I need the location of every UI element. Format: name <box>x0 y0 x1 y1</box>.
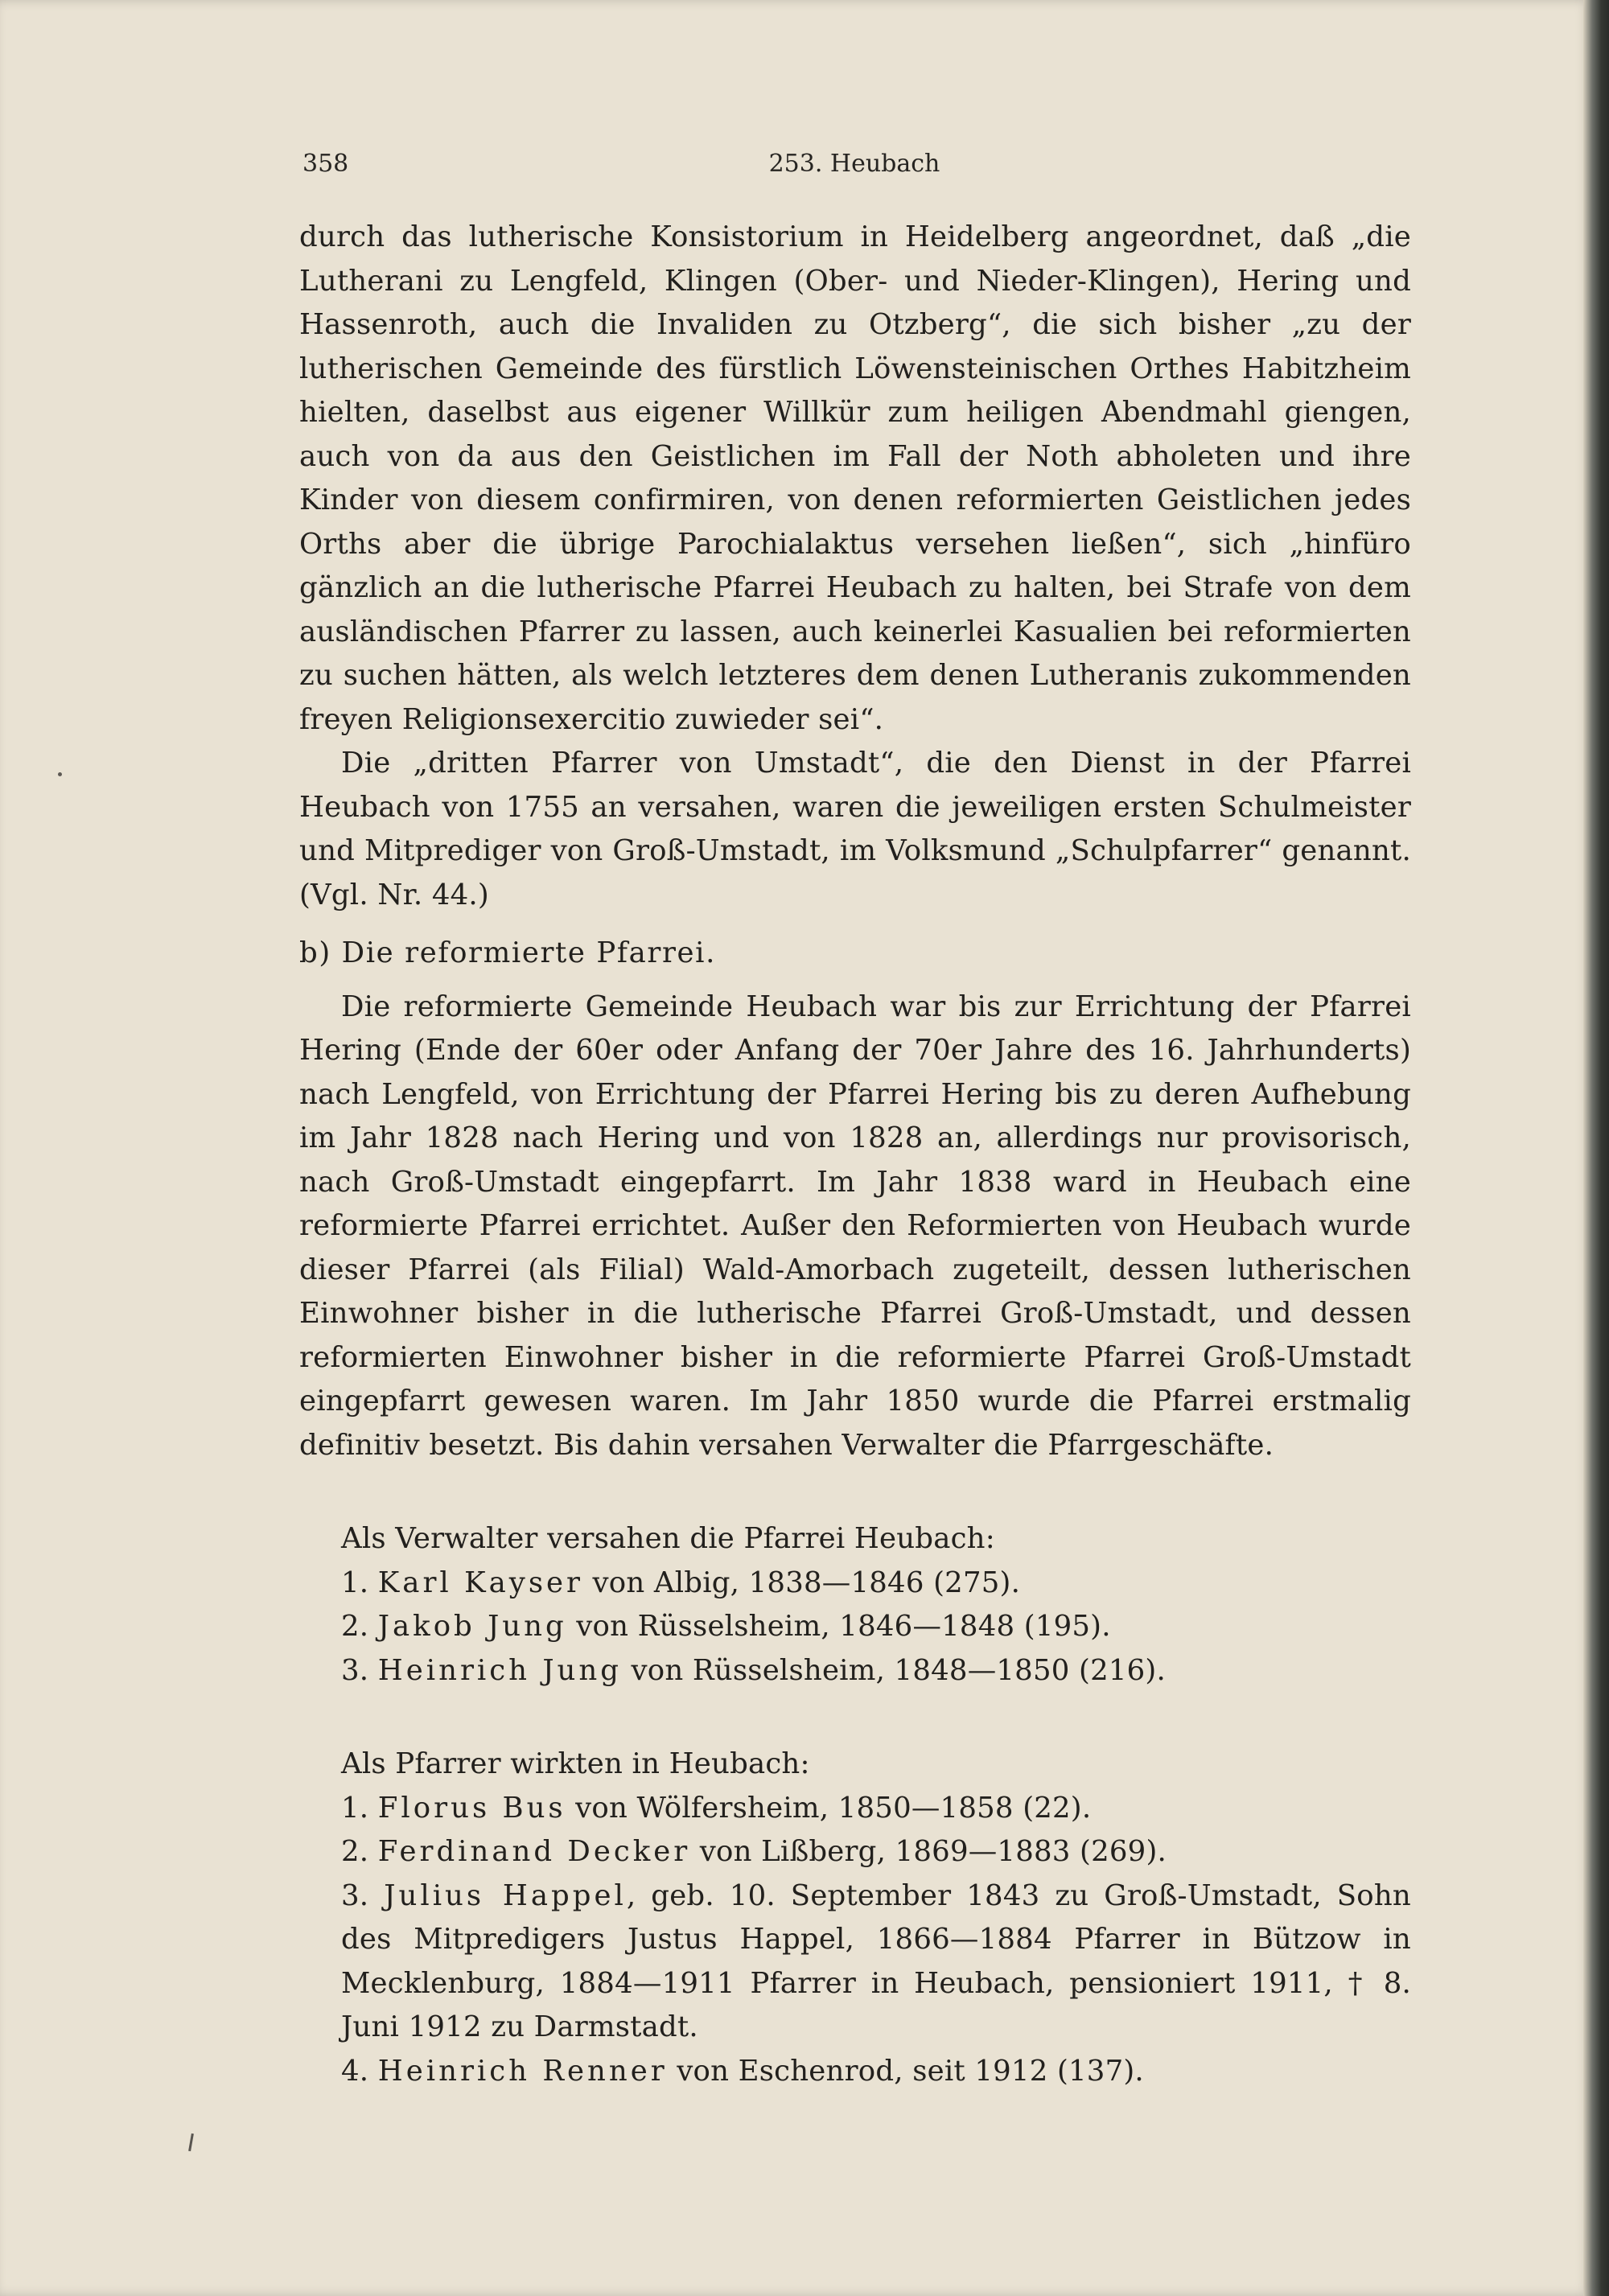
person-details: von Albig, 1838—1846 (275). <box>583 1566 1021 1599</box>
scan-border <box>1583 0 1609 2296</box>
person-details: , geb. 10. September 1843 zu Groß-Umstadt, Sohn des Mitpredigers Justus Happel, 1866—1884 Pfarrer in Bützow in Mecklenburg, 1884—1911 Pfarrer in Heubach, pensioniert 1911, † 8. Juni 1912 zu Darmstadt. <box>341 1878 1411 2043</box>
page-number: 358 <box>302 150 349 178</box>
section-title: b) Die reformierte Pfarrei. <box>299 936 716 969</box>
pastor-item-3 <box>299 1874 1411 2050</box>
person-name: Heinrich Renner <box>377 2054 668 2088</box>
paragraph-2: Die „dritten Pfarrer von Umstadt“, die den Dienst in der Pfarrei Heubach von 1755 an versahen, waren die jeweiligen ersten Schulmeister und Mitprediger von Groß-Umstadt, im Volksmund „Schulpfarrer“ genannt. (Vgl. Nr. 44.) <box>299 747 1411 911</box>
list-number: 1. <box>341 1566 369 1599</box>
administrators-heading: Als Verwalter versahen die Pfarrei Heubach: <box>341 1522 995 1555</box>
list-number: 4. <box>341 2054 369 2088</box>
list-number: 3. <box>341 1878 369 1912</box>
paragraph-1: durch das lutherische Konsistorium in Heidelberg angeordnet, daß „die Lutherani zu Lengfeld, Klingen (Ober- und Nieder-Klingen), Hering und Hassenroth, auch die Invaliden zu Otzberg“, die sich bisher „zu der lutherischen Gemeinde des fürstlich Löwensteinischen Orthes Habitzheim hielten, daselbst aus eigener Willkür zum heiligen Abendmahl giengen, auch von da aus den Geistlichen im Fall der Noth abholeten und ihre Kinder von diesem confirmiren, von denen reformierten Geistlichen jedes Orths aber die übrige Parochialaktus versehen ließen“, sich „hinfüro gänzlich an die lutherische Pfarrei Heubach zu halten, bei Strafe von dem ausländischen Pfarrer zu lassen, auch keinerlei Kasualien bei reformierten zu suchen hätten, als welch letzteres dem denen Lutheranis zukommenden freyen Religionsexercitio zuwieder sei“. <box>299 220 1411 736</box>
running-head: 253. Heubach <box>768 150 940 178</box>
person-details: von Rüsselsheim, 1848—1850 (216). <box>622 1653 1166 1687</box>
administrator-item-2 <box>299 1605 1411 1649</box>
person-name: Julius Happel <box>384 1878 627 1912</box>
person-name: Jakob Jung <box>377 1610 567 1643</box>
person-name: Florus Bus <box>377 1791 566 1825</box>
page-header <box>302 143 1406 191</box>
pastors-heading: Als Pfarrer wirkten in Heubach: <box>341 1747 810 1780</box>
list-number: 2. <box>341 1610 369 1643</box>
person-details: von Eschenrod, seit 1912 (137). <box>667 2054 1144 2088</box>
person-name: Ferdinand Decker <box>377 1835 691 1868</box>
section-paragraph: Die reformierte Gemeinde Heubach war bis zur Errichtung der Pfarrei Hering (Ende der 60er oder Anfang der 70er Jahre des 16. Jahrhunderts) nach Lengfeld, von Errichtung der Pfarrei Hering bis zu deren Aufhebung im Jahr 1828 nach Hering und von 1828 an, allerdings nur provisorisch, nach Groß-Umstadt eingepfarrt. Im Jahr 1838 ward in Heubach eine reformierte Pfarrei errichtet. Außer den Reformierten von Heubach wurde dieser Pfarrei (als Filial) Wald-Amorbach zugeteilt, dessen lutherischen Einwohner bisher in die lutherische Pfarrei Groß-Umstadt, und dessen reformierten Einwohner bisher in die reformierte Pfarrei Groß-Umstadt eingepfarrt gewesen waren. Im Jahr 1850 wurde die Pfarrei erstmalig definitiv besetzt. Bis dahin versahen Verwalter die Pfarrgeschäfte. <box>299 990 1411 1462</box>
person-name: Karl Kayser <box>377 1566 584 1599</box>
pastor-item-2 <box>299 1830 1411 1874</box>
scan-mark <box>188 2133 194 2151</box>
person-details: von Lißberg, 1869—1883 (269). <box>690 1835 1167 1868</box>
pastor-item-1 <box>299 1787 1411 1831</box>
scan-speck <box>58 772 62 776</box>
body-text <box>299 216 1411 2093</box>
person-name: Heinrich Jung <box>377 1653 623 1687</box>
list-number: 1. <box>341 1791 369 1825</box>
pastor-item-4 <box>299 2050 1411 2094</box>
person-details: von Rüsselsheim, 1846—1848 (195). <box>566 1610 1111 1643</box>
list-number: 2. <box>341 1835 369 1868</box>
person-details: von Wölfersheim, 1850—1858 (22). <box>566 1791 1092 1825</box>
administrator-item-1 <box>299 1562 1411 1606</box>
list-number: 3. <box>341 1653 369 1687</box>
administrator-item-3 <box>299 1649 1411 1693</box>
